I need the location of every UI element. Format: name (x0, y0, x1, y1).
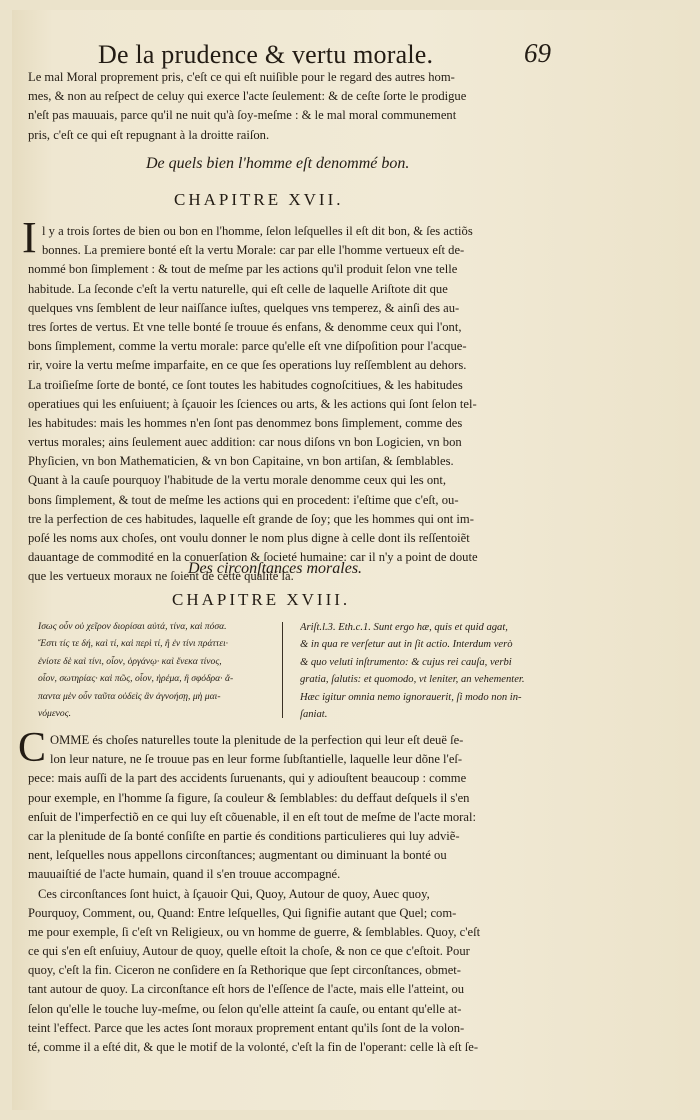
text-line: mes, & non au reſpect de celuy qui exerce l'acte ſeulement: & de ceſte ſorte le prodigue (28, 89, 467, 104)
text-line: pris, c'eſt ce qui eſt repugnant à la droitte raiſon. (28, 127, 270, 142)
running-title: De la prudence & vertu morale. (98, 40, 434, 69)
text-line: bonnes. La premiere bonté eſt la vertu Morale: car par elle l'homme vertueux eſt de- (42, 243, 465, 258)
text-line: l y a trois ſortes de bien ou bon en l'homme, ſelon leſquelles il eſt dit bon, & ſes actiõs (42, 224, 473, 238)
chapter-17-body (28, 222, 556, 587)
book-page (12, 10, 692, 1110)
text-line: Le mal Moral proprement pris, c'eſt ce qui eſt nuiſible pour le regard des autres hom- (28, 70, 455, 84)
text-line: teint l'effect. Parce que les actes ſont moraux proprement entant qu'ils ſont de la volon- (28, 1020, 465, 1035)
text-line: Phyſicien, vn bon Mathematicien, & vn bon Capitaine, vn bon artiſan, & ſemblables. (28, 454, 454, 469)
column-divider (282, 622, 283, 718)
text-line: té, comme il a eſté dit, & que le motif de la volonté, c'eſt la fin de l'operant: celle là eſt ſe- (28, 1040, 479, 1054)
text-line: οἷον, σωτηρίας· καὶ πῶς, οἷον, ἠρέμα, ἢ σφόδρα· ἅ- (38, 673, 234, 685)
intro-paragraph (28, 68, 556, 145)
chapter-18-drop-cap: C (18, 725, 47, 771)
latin-quotation (300, 619, 558, 723)
text-line: me pour exemple, ſi c'eſt vn Religieux, ou vn homme de guerre, & ſemblables. Quoy, c'eſt (28, 924, 481, 939)
text-line: nommé bon ſimplement : & tout de meſme par les actions qu'il produit ſelon vne telle (28, 262, 458, 277)
chapter-17-heading: CHAPITRE XVII. (174, 190, 344, 209)
text-line: La troiſieſme ſorte de bonté, ce ſont toutes les habitudes cognoſcitiues, & les habitudes (28, 377, 463, 392)
text-line: dauantage de commodité en la conuerſation & ſocieté humaine: car il n'y a point de doute (28, 550, 478, 565)
text-line: Ariſt.l.3. Eth.c.1. Sunt ergo hæ, quis et quid agat, (300, 622, 508, 633)
text-line: mauuaiſtié de l'acte humain, quand il s'en trouue accompagné. (28, 867, 341, 882)
text-line: Pourquoy, Comment, ou, Quand: Entre leſquelles, Qui ſignifie autant que Quel; com- (28, 905, 457, 920)
text-line: quelques vns ſemblent de leur naiſſance iuſtes, quelques vns temperez, & ainſi des au- (28, 300, 460, 315)
text-line: tre la perfection de ces habitudes, laquelle eſt grande de ſoy; que les hommes qui ont im- (28, 511, 474, 526)
text-line: poſé les noms aux choſes, ont voulu donner le nom plus digne à celle dont ils reſſentoiẽt (28, 531, 470, 545)
text-line: παντα μὲν οὖν ταῦτα οὐδεὶς ἂν ἀγνοήσῃ, μὴ μαι- (38, 690, 221, 702)
text-line: & quo veluti inſtrumento: & cujus rei cauſa, verbi (300, 656, 512, 668)
text-line: Ἔστι τίς τε δή, καὶ τί, καὶ περὶ τί, ἢ ἐν τίνι πράττει· (38, 638, 229, 650)
text-line: Hæc igitur omnia nemo ignorauerit, ſi modo non in- (300, 691, 522, 703)
text-line: lon leur nature, ne ſe trouue pas en leur forme ſubſtantielle, laquelle leur dõne l'eſ- (50, 752, 463, 767)
page-number: 69 (524, 38, 551, 68)
text-line: quoy, c'eſt la fin. Ciceron ne conſidere en ſa Rethorique que ſept circonſtances, obmet- (28, 963, 461, 978)
text-line: ſelon qu'elle le touche luy-meſme, ou ſelon qu'elle atteint ſa cauſe, ou entant qu'elle at- (28, 1001, 462, 1016)
chapter-17-title: De quels bien l'homme eſt denommé bon. (146, 155, 410, 172)
text-line: que les vertueux moraux ne ſoient de cette qualité là. (28, 569, 294, 584)
text-line: tres ſortes de vertus. Et vne telle bonté ſe trouue és enfans, & denomme ceux qui l'ont, (28, 319, 462, 334)
chapter-18-heading: CHAPITRE XVIII. (172, 590, 351, 609)
text-line: νόμενος. (38, 707, 71, 719)
text-line: Quant à la cauſe pourquoy l'habitude de la vertu morale denomme ceux qui les ont, (28, 473, 447, 488)
text-line: n'eſt pas mauuais, parce qu'il ne nuit qu'à ſoy-meſme : & le mal moral communement (28, 108, 457, 123)
text-line: gratia, ſalutis: et quomodo, vt leniter, an vehementer. (300, 674, 525, 686)
text-line: car la plenitude de ſa bonté conſiſte en partie és conditions particulieres qui luy adviẽ- (28, 828, 460, 843)
text-line: Ισως οὖν οὐ χεῖρον διορίσαι αὐτά, τίνα, καὶ πόσα. (38, 621, 227, 632)
text-line: bons ſimplement, & tout de meſme les actions qui en procedent: i'eſtime que c'eſt, ou- (28, 492, 459, 507)
text-line: nent, leſquelles nous appellons circonſtances; augmentant ou diminuant la bonté ou (28, 848, 447, 863)
text-line: & in qua re verſetur aut in ſit actio. Interdum verò (300, 639, 513, 651)
chapter-18-title: Des circonſtances morales. (188, 560, 363, 577)
text-line: ce qui s'en eſt enſuiuy, Autour de quoy, quelle eſtoit la choſe, & non ce que c'eſtoit. Pour (28, 944, 470, 959)
text-line: pece: mais auſſi de la part des accidents ſuruenants, qui y adiouſtent beaucoup : comme (28, 771, 467, 786)
text-line: OMME és choſes naturelles toute la plenitude de la perfection qui leur eſt deuë ſe- (50, 733, 464, 747)
text-line: habitude. La ſeconde c'eſt la vertu naturelle, qui eſt celle de laquelle Ariſtote dit que (28, 281, 448, 296)
text-line: vertus morales; ains ſeulement auec addition: car nous diſons vn bon Logicien, vn bon (28, 435, 462, 450)
text-line: tant autour de quoy. La circonſtance eſt hors de l'eſſence de l'acte, mais elle l'atteint, ou (28, 982, 465, 997)
text-line: enſuit de l'imperfectiõ en ce qui luy eſt cõuenable, il en eſt tout de meſme de l'acte moral: (28, 809, 476, 824)
text-line: bons ſimplement, comme la vertu morale: parce qu'elle eſt vne diſpoſition pour l'acque- (28, 339, 467, 354)
text-line: pour exemple, en l'homme ſa figure, ſa couleur & ſemblables: du deffaut deſquels il s'en (28, 790, 470, 805)
text-line: Ces circonſtances ſont huict, à ſçauoir Qui, Quoy, Autour de quoy, Auec quoy, (38, 886, 430, 901)
chapter-17-drop-cap: I (22, 213, 37, 262)
greek-quotation (38, 618, 276, 722)
text-line: rir, voire la vertu meſme imparfaite, en ce que ſes operations luy reſſemblent au dehors. (28, 358, 467, 373)
text-line: les habitudes: mais les hommes n'en ſont pas denommez bons ſimplement, comme des (28, 415, 463, 430)
chapter-18-body (28, 731, 556, 1057)
text-line: ἐνίοτε δὲ καὶ τίνι, οἷον, ὀργάνῳ· καὶ ἕνεκα τίνος, (38, 655, 222, 667)
text-line: ſaniat. (300, 708, 328, 720)
text-line: operatiues qui les enſuiuent; à ſçauoir les ſciences ou arts, & les actions qui ſont ſelon tel- (28, 396, 477, 411)
